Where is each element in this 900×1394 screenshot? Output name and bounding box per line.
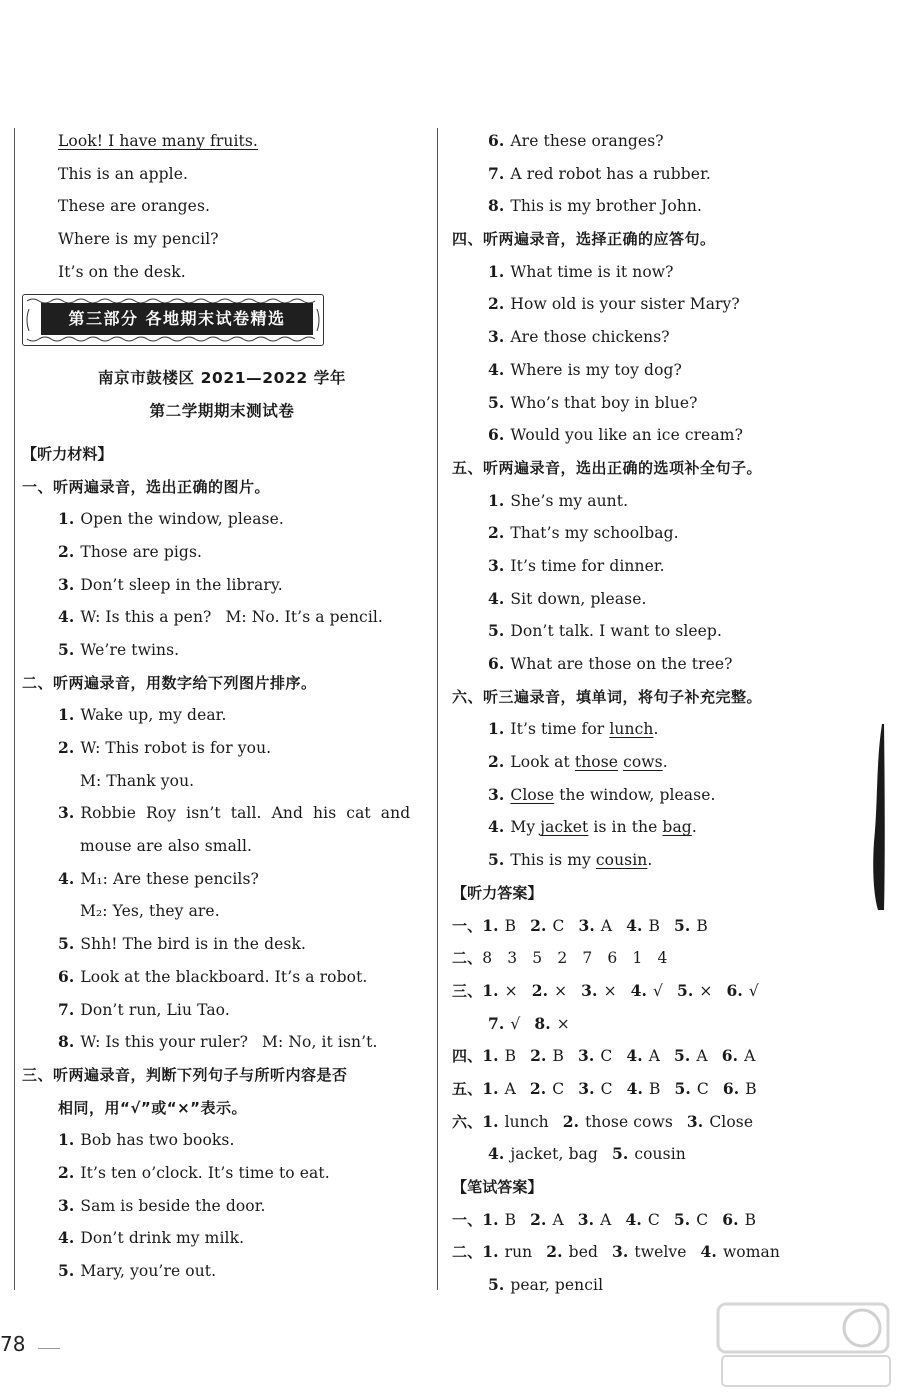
answer-value: C bbox=[552, 916, 565, 935]
answer-row bbox=[452, 942, 872, 975]
answer-value: √ bbox=[748, 981, 759, 1000]
question-item bbox=[452, 354, 872, 387]
answer-row bbox=[452, 1040, 872, 1073]
answer-row-label: 四、 bbox=[452, 1047, 483, 1066]
item-number: 1. bbox=[58, 509, 75, 529]
question-item bbox=[22, 1222, 422, 1255]
item-number: 6. bbox=[721, 1046, 739, 1066]
filled-answer: Close bbox=[510, 785, 555, 804]
item-number: 6. bbox=[722, 1209, 739, 1229]
item-number: 5. bbox=[58, 639, 75, 659]
question-heading: 六、听三遍录音，填单词，将句子补充完整。 bbox=[452, 687, 763, 706]
answer-value: × bbox=[699, 981, 713, 1000]
item-text: Don’t drink my milk. bbox=[80, 1229, 245, 1248]
question-heading-continued: 相同，用“√”或“×”表示。 bbox=[58, 1098, 248, 1117]
answer-value: B bbox=[504, 916, 517, 935]
item-number: 5. bbox=[611, 1144, 629, 1164]
item-text: What are those on the tree? bbox=[510, 655, 733, 673]
item-number: 3. bbox=[58, 1195, 75, 1215]
answer-value: A bbox=[552, 1210, 564, 1229]
answer-value: C bbox=[600, 1079, 613, 1098]
item-text: Robbie Roy isn’t tall. And his cat and bbox=[80, 804, 411, 823]
question-item bbox=[452, 779, 872, 812]
item-number: 5. bbox=[674, 915, 691, 935]
item-number: 7. bbox=[488, 1013, 505, 1033]
item-number: 4. bbox=[625, 1209, 642, 1229]
filled-answer: those bbox=[574, 753, 619, 772]
item-text: is in the bbox=[588, 818, 663, 837]
left-column bbox=[22, 125, 422, 1288]
item-text: That’s my schoolbag. bbox=[510, 524, 679, 543]
item-number: 4. bbox=[488, 1144, 505, 1164]
section-header: 【笔试答案】 bbox=[452, 1178, 543, 1196]
question-item bbox=[452, 419, 872, 452]
question-item bbox=[452, 517, 872, 550]
question-item bbox=[22, 536, 422, 569]
question-item bbox=[22, 961, 422, 994]
item-text: the window, please. bbox=[554, 785, 716, 804]
item-text: M₁: Are these pencils? bbox=[80, 869, 259, 888]
item-number: 8. bbox=[534, 1013, 551, 1033]
text-line: These are oranges. bbox=[58, 197, 211, 216]
answer-row bbox=[452, 1236, 872, 1269]
exam-title-line2: 第二学期期末测试卷 bbox=[149, 402, 295, 421]
answer-value: woman bbox=[722, 1243, 780, 1262]
item-text: Are these oranges? bbox=[510, 132, 664, 150]
item-number: 6. bbox=[488, 131, 505, 150]
page-number-dash bbox=[38, 1348, 60, 1349]
item-number: 5. bbox=[673, 1209, 691, 1229]
question-item bbox=[22, 1190, 422, 1223]
item-text: Don’t run, Liu Tao. bbox=[80, 1000, 230, 1019]
answer-row-label: 三、 bbox=[452, 981, 483, 1000]
filled-answer: cousin bbox=[595, 851, 648, 870]
item-number: 2. bbox=[530, 1209, 547, 1229]
binding-shadow-mark bbox=[868, 722, 886, 912]
item-number: 2. bbox=[58, 541, 75, 561]
item-text: Wake up, my dear. bbox=[80, 706, 227, 725]
item-text: How old is your sister Mary? bbox=[510, 295, 740, 314]
answer-value: B bbox=[649, 1079, 661, 1098]
item-number: 3. bbox=[578, 915, 595, 935]
answer-value: B bbox=[552, 1047, 564, 1066]
item-number: 6. bbox=[726, 980, 743, 1000]
answer-row-label: 二、 bbox=[452, 1243, 483, 1262]
question-item bbox=[452, 844, 872, 877]
question-item bbox=[22, 863, 422, 896]
question-item bbox=[22, 1255, 422, 1288]
item-number: 1. bbox=[488, 261, 505, 281]
answer-value: × bbox=[554, 981, 568, 1000]
item-number: 1. bbox=[482, 1209, 499, 1229]
question-item bbox=[452, 746, 872, 779]
answer-row-label: 一、 bbox=[452, 1210, 483, 1229]
page-number: 78 bbox=[0, 1332, 26, 1356]
item-number: 1. bbox=[58, 705, 75, 725]
answer-value: twelve bbox=[634, 1243, 687, 1262]
item-number: 5. bbox=[674, 1078, 691, 1098]
item-number: 1. bbox=[488, 490, 505, 510]
question-heading: 五、听两遍录音，选出正确的选项补全句子。 bbox=[452, 458, 763, 477]
item-number: 1. bbox=[482, 1242, 499, 1262]
answer-value: √ bbox=[653, 981, 664, 1000]
item-text: Who’s that boy in blue? bbox=[510, 393, 698, 412]
answer-row bbox=[452, 975, 872, 1008]
answer-value: those cows bbox=[585, 1112, 673, 1131]
item-number: 2. bbox=[488, 523, 505, 543]
question-heading: 二、听两遍录音，用数字给下列图片排序。 bbox=[22, 673, 317, 692]
answer-row bbox=[452, 1106, 872, 1139]
item-text: Are those chickens? bbox=[510, 328, 670, 347]
item-number: 5. bbox=[488, 392, 505, 412]
item-text: My bbox=[510, 818, 541, 837]
answer-row-label: 一、 bbox=[452, 916, 483, 935]
answer-value: A bbox=[744, 1047, 756, 1066]
item-number: 3. bbox=[581, 980, 598, 1000]
answer-value: A bbox=[648, 1047, 661, 1066]
item-number: 1. bbox=[482, 1078, 499, 1098]
answer-value: A bbox=[696, 1047, 708, 1066]
item-number: 4. bbox=[488, 588, 505, 608]
answer-row-continued bbox=[452, 1269, 872, 1302]
answer-value: C bbox=[552, 1079, 565, 1098]
item-number: 3. bbox=[488, 784, 505, 804]
answer-row-label: 二、 bbox=[452, 949, 483, 968]
item-number: 2. bbox=[58, 1162, 75, 1182]
question-item bbox=[452, 387, 872, 420]
item-number: 3. bbox=[58, 574, 75, 594]
question-item bbox=[452, 615, 872, 648]
item-text: Would you like an ice cream? bbox=[510, 426, 743, 445]
question-item bbox=[452, 648, 872, 681]
item-text: M: No. It’s a pencil. bbox=[225, 608, 383, 627]
item-number: 5. bbox=[58, 934, 75, 954]
question-item bbox=[452, 158, 872, 191]
item-text: Mary, you’re out. bbox=[80, 1262, 217, 1280]
item-number: 3. bbox=[577, 1209, 595, 1229]
answer-value: pear, pencil bbox=[510, 1276, 604, 1295]
item-number: 5. bbox=[488, 621, 505, 641]
item-text: It’s ten o’clock. It’s time to eat. bbox=[80, 1163, 330, 1182]
filled-answer: cows bbox=[623, 753, 663, 772]
item-text: . bbox=[653, 720, 659, 739]
item-text: Look at bbox=[510, 753, 575, 772]
question-item bbox=[452, 485, 872, 518]
question-item bbox=[22, 797, 422, 830]
section-header: 【听力材料】 bbox=[22, 444, 113, 463]
item-number: 4. bbox=[488, 817, 505, 837]
answer-value: √ bbox=[510, 1014, 521, 1033]
item-number: 2. bbox=[531, 980, 549, 1000]
question-item bbox=[22, 732, 422, 765]
right-column bbox=[452, 125, 872, 1302]
question-item bbox=[452, 713, 872, 746]
question-item bbox=[452, 288, 872, 321]
filled-answer: bag bbox=[662, 818, 692, 837]
item-number: 4. bbox=[58, 1228, 75, 1248]
item-number: 2. bbox=[488, 752, 505, 772]
item-text: She’s my aunt. bbox=[510, 491, 629, 510]
item-number: 3. bbox=[686, 1111, 704, 1131]
answer-value: B bbox=[504, 1047, 517, 1066]
question-item bbox=[452, 583, 872, 616]
item-number: 5. bbox=[488, 1275, 505, 1295]
item-number: 4. bbox=[630, 980, 648, 1000]
question-item bbox=[22, 699, 422, 732]
item-number: 3. bbox=[578, 1078, 595, 1098]
item-number: 6. bbox=[722, 1078, 740, 1098]
item-number: 4. bbox=[626, 1078, 643, 1098]
question-item-continued: M: Thank you. bbox=[80, 771, 195, 790]
item-number: 6. bbox=[488, 425, 505, 445]
item-number: 5. bbox=[488, 850, 505, 870]
item-number: 7. bbox=[58, 999, 75, 1019]
item-text: Look at the blackboard. It’s a robot. bbox=[80, 967, 368, 986]
item-number: 3. bbox=[58, 803, 75, 823]
answer-row bbox=[452, 910, 872, 943]
question-item bbox=[22, 503, 422, 536]
item-text: . bbox=[691, 818, 697, 837]
filled-answer: jacket bbox=[540, 818, 589, 837]
question-item-continued: mouse are also small. bbox=[80, 837, 253, 856]
question-item bbox=[22, 1026, 422, 1059]
watermark-logo bbox=[712, 1300, 900, 1390]
question-heading: 三、听两遍录音，判断下列句子与所听内容是否 bbox=[22, 1065, 348, 1084]
item-number: 8. bbox=[488, 196, 505, 216]
banner-title: 第三部分 各地期末试卷精选 bbox=[41, 303, 313, 335]
question-item bbox=[22, 1157, 422, 1190]
answer-row-continued bbox=[452, 1138, 872, 1171]
watermark-graphic bbox=[712, 1300, 900, 1390]
item-number: 3. bbox=[612, 1242, 629, 1262]
item-number: 5. bbox=[674, 1046, 691, 1066]
question-item bbox=[452, 125, 872, 158]
section-header: 【听力答案】 bbox=[452, 883, 543, 902]
item-number: 6. bbox=[488, 654, 505, 673]
item-number: 4. bbox=[626, 1046, 643, 1066]
answer-row-label: 五、 bbox=[452, 1079, 483, 1098]
item-number: 4. bbox=[58, 607, 75, 627]
item-text: Bob has two books. bbox=[80, 1131, 235, 1150]
question-heading: 四、听两遍录音，选择正确的应答句。 bbox=[452, 230, 716, 249]
item-number: 8. bbox=[58, 1032, 75, 1052]
item-number: 2. bbox=[529, 1078, 547, 1098]
question-item bbox=[452, 190, 872, 223]
item-number: 4. bbox=[700, 1242, 717, 1262]
answer-row-label: 六、 bbox=[452, 1112, 483, 1131]
item-number: 1. bbox=[482, 980, 499, 1000]
text-line: This is an apple. bbox=[58, 164, 188, 183]
item-number: 2. bbox=[562, 1111, 580, 1131]
item-number: 1. bbox=[58, 1130, 75, 1150]
item-number: 2. bbox=[530, 1046, 547, 1066]
question-item bbox=[452, 550, 872, 583]
item-text: Those are pigs. bbox=[80, 542, 203, 561]
answer-value: C bbox=[647, 1210, 660, 1229]
answer-value: B bbox=[648, 916, 661, 935]
item-number: 4. bbox=[58, 868, 75, 888]
answer-value: cousin bbox=[634, 1145, 686, 1164]
answer-row-continued bbox=[452, 1008, 872, 1041]
item-text: M: No, it isn’t. bbox=[262, 1033, 378, 1052]
question-item bbox=[22, 928, 422, 961]
item-number: 4. bbox=[488, 359, 505, 379]
item-number: 1. bbox=[482, 915, 499, 935]
question-item bbox=[22, 569, 422, 602]
item-text: . bbox=[662, 753, 668, 772]
part-banner bbox=[22, 294, 324, 346]
answer-value: B bbox=[745, 1079, 757, 1098]
item-number: 2. bbox=[58, 738, 75, 757]
question-item bbox=[452, 256, 872, 289]
item-text: Don’t sleep in the library. bbox=[80, 575, 283, 594]
item-text: This is my bbox=[510, 851, 596, 870]
item-number: 2. bbox=[530, 915, 547, 935]
item-text: What time is it now? bbox=[510, 262, 674, 281]
item-text: W: Is this a pen? bbox=[80, 608, 212, 627]
item-text: Sam is beside the door. bbox=[80, 1196, 266, 1215]
question-item bbox=[452, 811, 872, 844]
item-text: Shh! The bird is in the desk. bbox=[80, 935, 306, 954]
text-line-content: Look! I have many fruits. bbox=[58, 132, 258, 150]
item-text: Sit down, please. bbox=[510, 589, 647, 608]
column-divider bbox=[437, 128, 438, 1290]
filled-answer: lunch bbox=[609, 720, 654, 739]
question-item bbox=[22, 1124, 422, 1157]
answer-value: × bbox=[556, 1014, 570, 1033]
item-number: 1. bbox=[488, 719, 505, 739]
item-number: 5. bbox=[58, 1261, 75, 1280]
answer-value: A bbox=[600, 916, 613, 935]
item-number: 4. bbox=[626, 915, 643, 935]
question-item-continued: M₂: Yes, they are. bbox=[80, 902, 220, 921]
text-line: It’s on the desk. bbox=[58, 262, 186, 281]
item-text: A red robot has a rubber. bbox=[510, 164, 711, 183]
answer-value: Close bbox=[709, 1112, 754, 1131]
answer-value: jacket, bag bbox=[510, 1145, 598, 1164]
item-number: 1. bbox=[482, 1111, 499, 1131]
question-heading: 一、听两遍录音，选出正确的图片。 bbox=[22, 477, 271, 496]
item-text: Open the window, please. bbox=[80, 510, 284, 529]
answer-value: B bbox=[504, 1210, 517, 1229]
answer-value: bed bbox=[568, 1243, 598, 1262]
answer-value: lunch bbox=[504, 1112, 549, 1131]
answer-value: × bbox=[603, 981, 617, 1000]
item-number: 3. bbox=[488, 555, 505, 575]
left-margin-rule bbox=[14, 128, 15, 1290]
item-number: 1. bbox=[482, 1046, 499, 1066]
answer-value: C bbox=[696, 1079, 709, 1098]
text-line: Where is my pencil? bbox=[58, 230, 219, 249]
item-number: 7. bbox=[488, 163, 505, 183]
answer-row bbox=[452, 1204, 872, 1237]
item-text: Where is my toy dog? bbox=[510, 360, 682, 379]
question-item bbox=[22, 601, 422, 634]
item-text: W: This robot is for you. bbox=[80, 739, 272, 757]
item-number: 6. bbox=[58, 966, 75, 986]
question-item bbox=[22, 634, 422, 667]
item-text: We’re twins. bbox=[80, 640, 180, 659]
answer-value: B bbox=[744, 1210, 757, 1229]
item-text: It’s time for bbox=[510, 720, 610, 739]
item-text: Don’t talk. I want to sleep. bbox=[510, 622, 722, 641]
item-number: 2. bbox=[546, 1242, 563, 1262]
answer-row bbox=[452, 1073, 872, 1106]
item-number: 3. bbox=[488, 327, 505, 347]
text-line bbox=[22, 125, 422, 158]
answer-value: run bbox=[504, 1243, 533, 1262]
answer-value: C bbox=[600, 1047, 613, 1066]
item-number: 5. bbox=[677, 980, 694, 1000]
exam-title-line1: 南京市鼓楼区 2021—2022 学年 bbox=[98, 369, 346, 388]
question-item bbox=[22, 994, 422, 1027]
answer-value: 8 3 5 2 7 6 1 4 bbox=[482, 949, 668, 968]
item-text: W: Is this your ruler? bbox=[80, 1033, 249, 1052]
item-number: 2. bbox=[488, 294, 505, 314]
answer-value: A bbox=[600, 1210, 612, 1229]
item-text: This is my brother John. bbox=[510, 197, 702, 216]
answer-value: C bbox=[696, 1210, 709, 1229]
answer-value: × bbox=[504, 981, 518, 1000]
answer-value: B bbox=[696, 916, 708, 935]
item-text: . bbox=[647, 851, 653, 870]
item-text: It’s time for dinner. bbox=[510, 556, 665, 575]
item-number: 3. bbox=[577, 1046, 595, 1066]
question-item bbox=[452, 321, 872, 354]
answer-value: A bbox=[504, 1079, 516, 1098]
